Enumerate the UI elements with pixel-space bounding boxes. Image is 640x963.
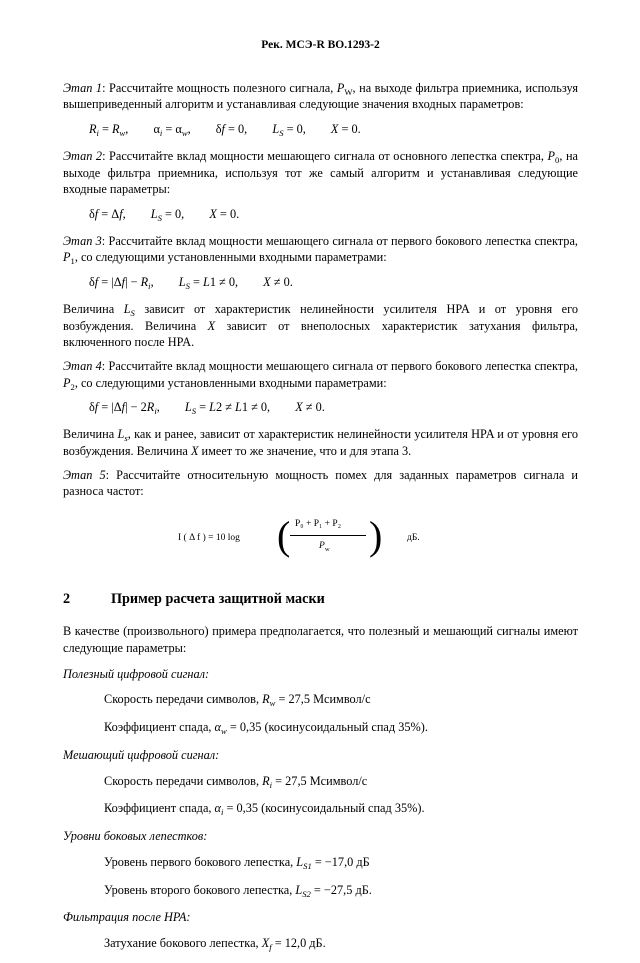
section-number: 2 bbox=[63, 591, 71, 607]
formula-numerator: P₀ + P₁ + P₂ bbox=[295, 519, 342, 529]
group-label: Фильтрация после HPA: bbox=[63, 910, 191, 925]
section-heading bbox=[63, 590, 578, 609]
parameter-item: Скорость передачи символов, $R_w = 27,5$ Мсимвол/с bbox=[104, 692, 371, 709]
parameter-item: Уровень первого бокового лепестка, $L_{S1} = -17,0$ дБ bbox=[104, 854, 370, 871]
step5-paragraph: Этап 5: Рассчитайте относительную мощность помех для заданных параметров сигнала и разноса частот: bbox=[63, 467, 578, 499]
eq-term: $R_i = R_w$, bbox=[89, 122, 129, 139]
right-paren: ) bbox=[369, 513, 383, 558]
parameter-item: Коэффициент спада, $\alpha_w = 0,35$ (косинусоидальный спад 35%). bbox=[104, 720, 428, 737]
step3-paragraph: Этап 3: Рассчитайте вклад мощности мешающего сигнала от первого бокового лепестка спектра, $P_1$, со следующими установленными входными параметрами: bbox=[63, 233, 578, 267]
formula-lhs: I ( Δ f ) = 10 log bbox=[178, 533, 240, 543]
step1-paragraph: Этап 1: Рассчитайте мощность полезного сигнала, $P_W$, на выходе фильтра приемника, используя вышеприведенный алгоритм и устанавливая следующие значения входных параметров: bbox=[63, 80, 578, 112]
group-label: Мешающий цифровой сигнал: bbox=[63, 747, 220, 762]
document-page bbox=[63, 0, 578, 963]
step4-paragraph: Этап 4: Рассчитайте вклад мощности мешающего сигнала от первого бокового лепестка спектра, $P_2$, со следующими установленными входными параметрами: bbox=[63, 358, 578, 392]
eq-term: X = 0. bbox=[209, 206, 240, 221]
eq-term: $\delta f = |\Delta f| - R_i$, bbox=[89, 275, 154, 292]
step4-label: Этап 4 bbox=[63, 358, 102, 373]
section-title: Пример расчета защитной маски bbox=[111, 591, 325, 607]
eq-term: δf = Δf, bbox=[89, 206, 126, 221]
eq-term: $L_S = 0$, bbox=[272, 122, 306, 139]
step2-equation bbox=[89, 206, 578, 223]
page-header: Рек. МСЭ-R BO.1293-2 bbox=[261, 39, 380, 51]
eq-term: $\alpha_i = \alpha_w$, bbox=[153, 122, 191, 139]
fraction-bar bbox=[290, 535, 366, 536]
parameter-item: Коэффициент спада, $\alpha_i = 0,35$ (косинусоидальный спад 35%). bbox=[104, 801, 425, 818]
eq-term: $L_S = L2 \ne L1 \ne 0$, bbox=[184, 400, 271, 417]
step3-label: Этап 3 bbox=[63, 233, 102, 248]
eq-term: δf = 0, bbox=[215, 122, 248, 137]
step3-note: Величина $L_S$ зависит от характеристик нелинейности усилителя HPA и от уровня его возбуждения. Величина X зависит от внеполосных характеристик затухания фильтра, включенного после HPA. bbox=[63, 301, 578, 350]
eq-term: X ≠ 0. bbox=[263, 275, 293, 290]
step1-equation bbox=[89, 121, 578, 138]
formula-unit: дБ. bbox=[407, 533, 420, 543]
eq-term: $\delta f = |\Delta f| - 2R_i$, bbox=[89, 400, 160, 417]
step2-label: Этап 2 bbox=[63, 148, 103, 163]
step4-equation bbox=[89, 399, 578, 416]
interference-formula bbox=[63, 512, 578, 564]
parameter-groups bbox=[63, 666, 578, 952]
eq-term: X ≠ 0. bbox=[295, 400, 325, 415]
step1-label: Этап 1 bbox=[63, 80, 103, 95]
step4-note: Величина $L_s$, как и ранее, зависит от характеристик нелинейности усилителя HPA и от уровня его возбуждения. Величина X имеет то же значение, что и для этапа 3. bbox=[63, 427, 578, 458]
eq-term: $L_S = L1 \ne 0$, bbox=[178, 275, 239, 292]
parameter-item: Затухание бокового лепестка, $X_f = 12,0$ дБ. bbox=[104, 935, 326, 952]
step3-equation bbox=[89, 274, 578, 291]
parameter-item: Уровень второго бокового лепестка, $L_{S2} = -27,5$ дБ. bbox=[104, 882, 372, 899]
group-label: Полезный цифровой сигнал: bbox=[63, 666, 210, 681]
left-paren: ( bbox=[277, 513, 291, 558]
group-label: Уровни боковых лепестков: bbox=[63, 829, 208, 844]
intro-paragraph: В качестве (произвольного) примера предполагается, что полезный и мешающий сигналы имеют следующие параметры: bbox=[63, 624, 578, 656]
step5-label: Этап 5 bbox=[63, 467, 106, 482]
eq-term: X = 0. bbox=[330, 122, 361, 137]
step2-paragraph: Этап 2: Рассчитайте вклад мощности мешающего сигнала от основного лепестка спектра, $P_0$, на выходе фильтра приемника, используя тот же самый алгоритм и устанавливая следующие входные параметры: bbox=[63, 148, 578, 197]
eq-term: $L_S = 0$, bbox=[150, 206, 185, 223]
parameter-item: Скорость передачи символов, $R_i = 27,5$ Мсимвол/с bbox=[104, 773, 368, 790]
formula-denominator: $P_w$ bbox=[319, 541, 330, 553]
